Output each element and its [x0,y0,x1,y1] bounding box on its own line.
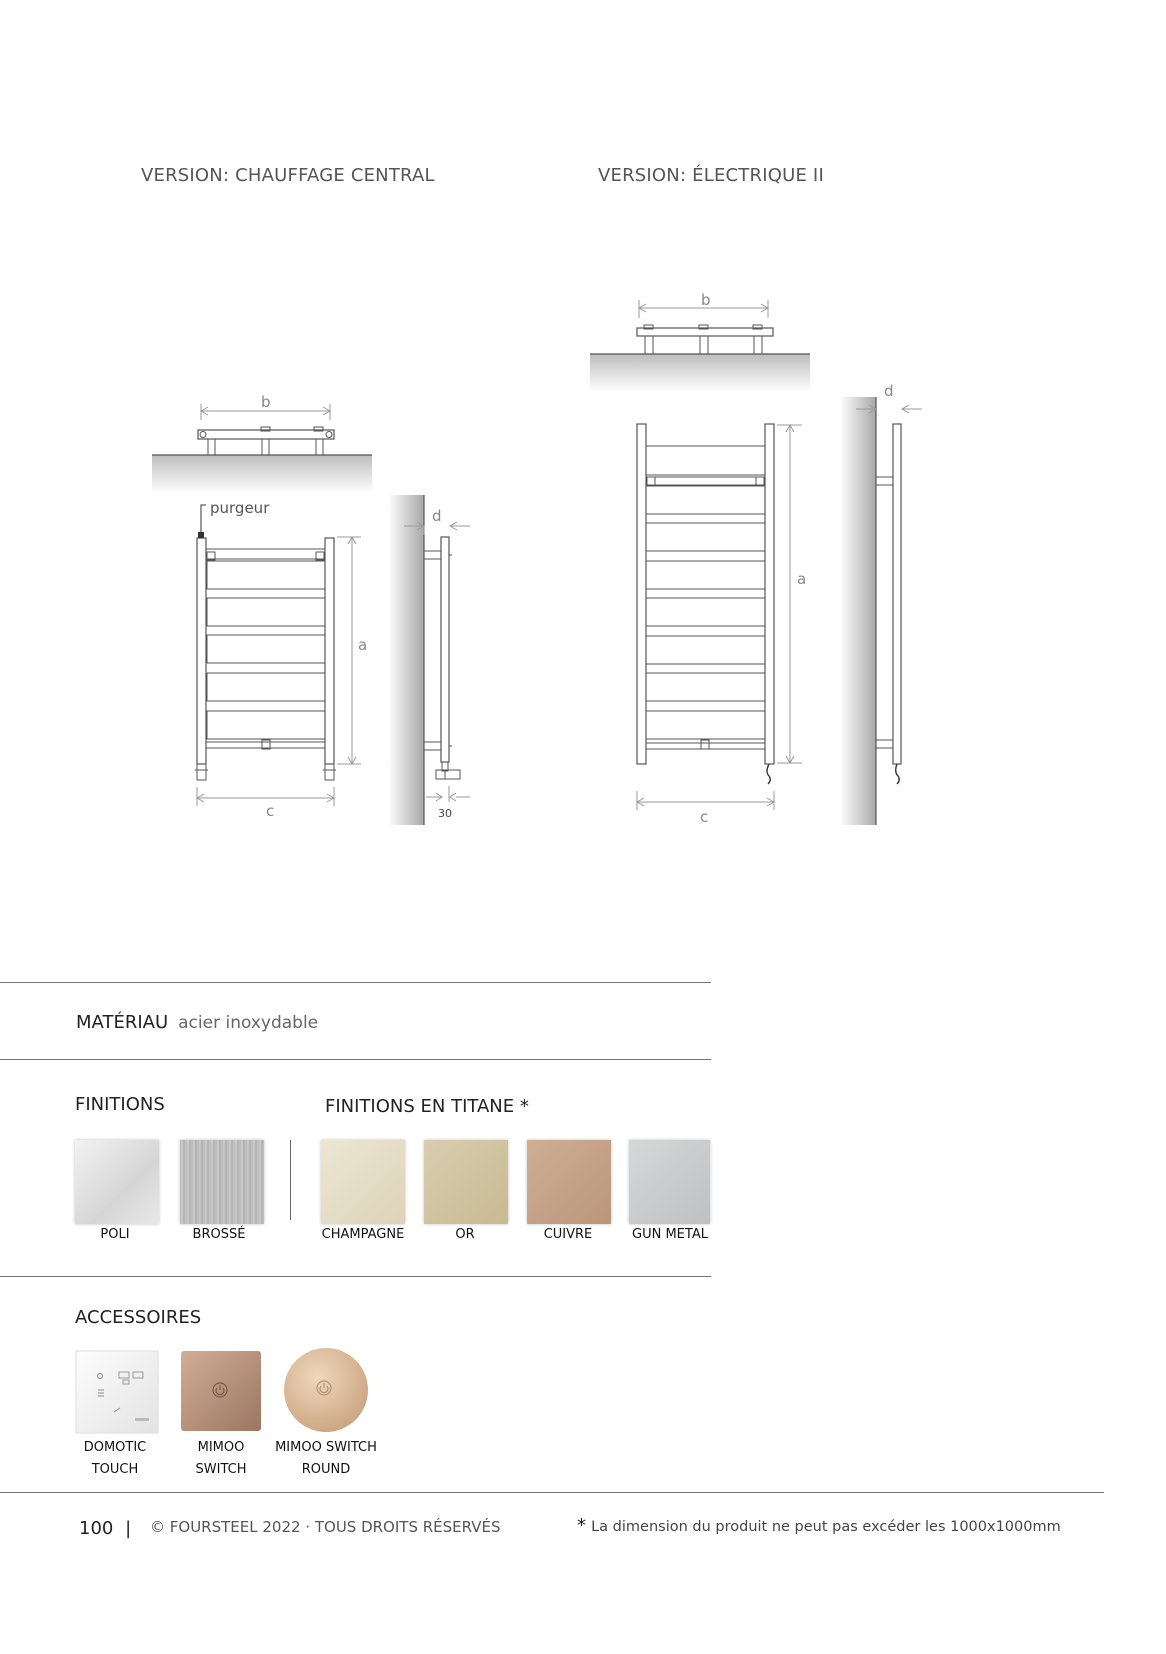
swatch-separator [290,1140,291,1220]
side-view-wall-electric [840,397,876,825]
accessory-label-line: ROUND [301,1462,351,1477]
radiator-left-rail [197,538,206,764]
footer-divider [0,1492,1104,1493]
page-separator: | [125,1518,132,1539]
side-view-wall [388,495,424,825]
finishes-title: FINITIONS [75,1094,165,1115]
domotic-touch-icon [75,1350,159,1434]
material-label: MATÉRIAU [76,1012,169,1033]
footnote-star: * [577,1515,586,1536]
swatch-or [424,1140,508,1224]
dim-30-label: 30 [438,807,452,820]
swatch-label-gun-metal: GUN METAL [632,1227,708,1242]
swatch-brosse [180,1140,264,1224]
radiator-right-rail [325,538,334,764]
dim-d-label-electric: d [884,382,894,400]
page-number: 100 [79,1518,114,1539]
divider [0,1276,711,1277]
mimoo-switch-icon [180,1350,264,1434]
dim-b-label: b [261,393,271,411]
swatch-gun-metal [629,1140,710,1224]
top-view-wall-electric [590,354,810,392]
mimoo-switch-round-icon [283,1346,371,1434]
purgeur-label: purgeur [210,499,270,517]
material-row [76,1012,318,1033]
version-central-title: VERSION: CHAUFFAGE CENTRAL [141,165,435,186]
accessory-label-line: DOMOTIC [83,1440,147,1455]
swatch-label-champagne: CHAMPAGNE [321,1227,405,1242]
version-electric-title: VERSION: ÉLECTRIQUE II [598,165,824,186]
page-number-row [79,1518,131,1539]
accessory-label-line: MIMOO SWITCH [275,1440,377,1455]
dim-b-label-electric: b [701,291,711,309]
swatch-label-cuivre: CUIVRE [543,1227,593,1242]
dim-a-label: a [358,636,368,654]
footnote-text: La dimension du produit ne peut pas excéder les 1000x1000mm [591,1519,1061,1535]
accessory-label-mimoo-switch [161,1437,281,1481]
swatch-label-brosse: BROSSÉ [192,1227,246,1242]
accessory-label-line: MIMOO [197,1440,245,1455]
swatch-label-poli: POLI [100,1227,130,1242]
electric-drawing [580,280,940,840]
accessory-label-mimoo-switch-round [266,1437,386,1481]
copyright: © FOURSTEEL 2022 · TOUS DROITS RÉSERVÉS [150,1518,501,1536]
accessory-label-line: SWITCH [195,1462,247,1477]
central-heating-drawing [140,380,500,840]
accessory-label-domotic-touch [55,1437,175,1481]
swatch-label-or: OR [455,1227,475,1242]
accessory-label-line: TOUCH [91,1462,139,1477]
dim-a-label-electric: a [797,570,807,588]
footnote [577,1515,1061,1536]
swatch-champagne [321,1140,405,1224]
top-view-wall [152,455,372,493]
accessories-title: ACCESSOIRES [75,1307,202,1328]
swatch-poli [75,1140,159,1224]
titanium-finishes-title: FINITIONS EN TITANE * [325,1096,529,1117]
dim-c-label: c [266,802,275,820]
dim-c-label-electric: c [700,808,709,826]
divider [0,982,711,983]
divider [0,1059,711,1060]
material-value: acier inoxydable [178,1013,319,1033]
dim-d-label: d [432,507,442,525]
swatch-cuivre [527,1140,611,1224]
